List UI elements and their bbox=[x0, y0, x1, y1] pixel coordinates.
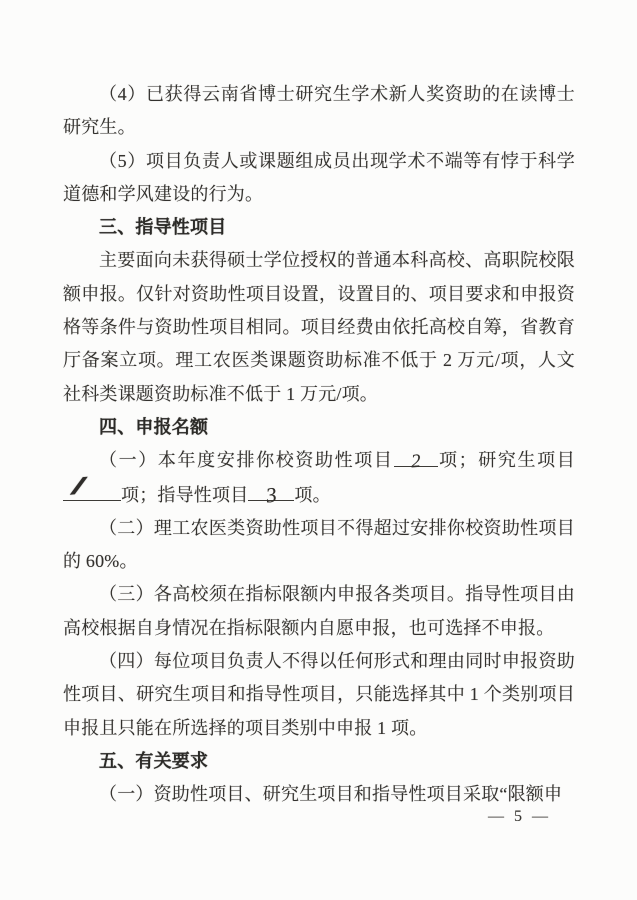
paragraph-quota-2: （二）理工农医类资助性项目不得超过安排你校资助性项目的 60%。 bbox=[63, 517, 575, 572]
quota-mid2-text: 项；指导性项目 bbox=[121, 484, 249, 505]
paragraph-item-4: （4）已获得云南省博士研究生学术新人奖资助的在读博士研究生。 bbox=[63, 84, 575, 138]
page-number: — 5 — bbox=[488, 808, 551, 825]
quota-blank-graduate bbox=[58, 473, 121, 501]
paragraph-guided-projects-body: 主要面向未获得硕士学位授权的普通本科高校、高职院校限额申报。仅针对资助性项目设置，设置目的、项目要求和申报资格等条件与资助性项目相同。项目经费由依托高校自筹，省教育厅备案立项。理工农医类课题资助标准不低于 2 万元/项，人文社科类课题资助标准不低于 1 万元/项。 bbox=[63, 250, 575, 404]
paragraph-quota-4: （四）每位项目负责人不得以任何形式和理由同时申报资助性项目、研究生项目和指导性项目，只能选择其中 1 个类别项目申报且只能在所选择的项目类别中申报 1 项。 bbox=[63, 651, 575, 738]
quota-blank-funded bbox=[394, 444, 438, 473]
section-heading-5-requirements: 五、有关要求 bbox=[99, 750, 209, 771]
paragraph-quota-3: （三）各高校须在指标限额内申报各类项目。指导性项目由高校根据自身情况在指标限额内自愿申报，也可选择不申报。 bbox=[63, 584, 575, 638]
handwritten-slash: / bbox=[58, 473, 100, 501]
section-heading-4-application-quota: 四、申报名额 bbox=[99, 416, 209, 437]
handwritten-funded-count: 2 bbox=[410, 450, 422, 473]
handwritten-guided-count: 3 bbox=[264, 481, 279, 508]
quota-blank-guided bbox=[248, 478, 294, 508]
paragraph-item-5: （5）项目负责人或课题组成员出现学术不端等有悖于科学道德和学风建设的行为。 bbox=[63, 150, 575, 204]
paragraph-quota-line bbox=[58, 444, 575, 512]
section-heading-3-guided-projects: 三、指导性项目 bbox=[99, 217, 227, 238]
paragraph-requirements-1: （一）资助性项目、研究生项目和指导性项目采取“限额申 bbox=[99, 784, 563, 805]
quota-prefix-text: （一）本年度安排你校资助性项目 bbox=[99, 450, 394, 471]
document-text-block bbox=[58, 78, 575, 812]
quota-mid1-text: 项；研究生项目 bbox=[437, 450, 575, 471]
quota-suffix-text: 项。 bbox=[294, 484, 331, 505]
